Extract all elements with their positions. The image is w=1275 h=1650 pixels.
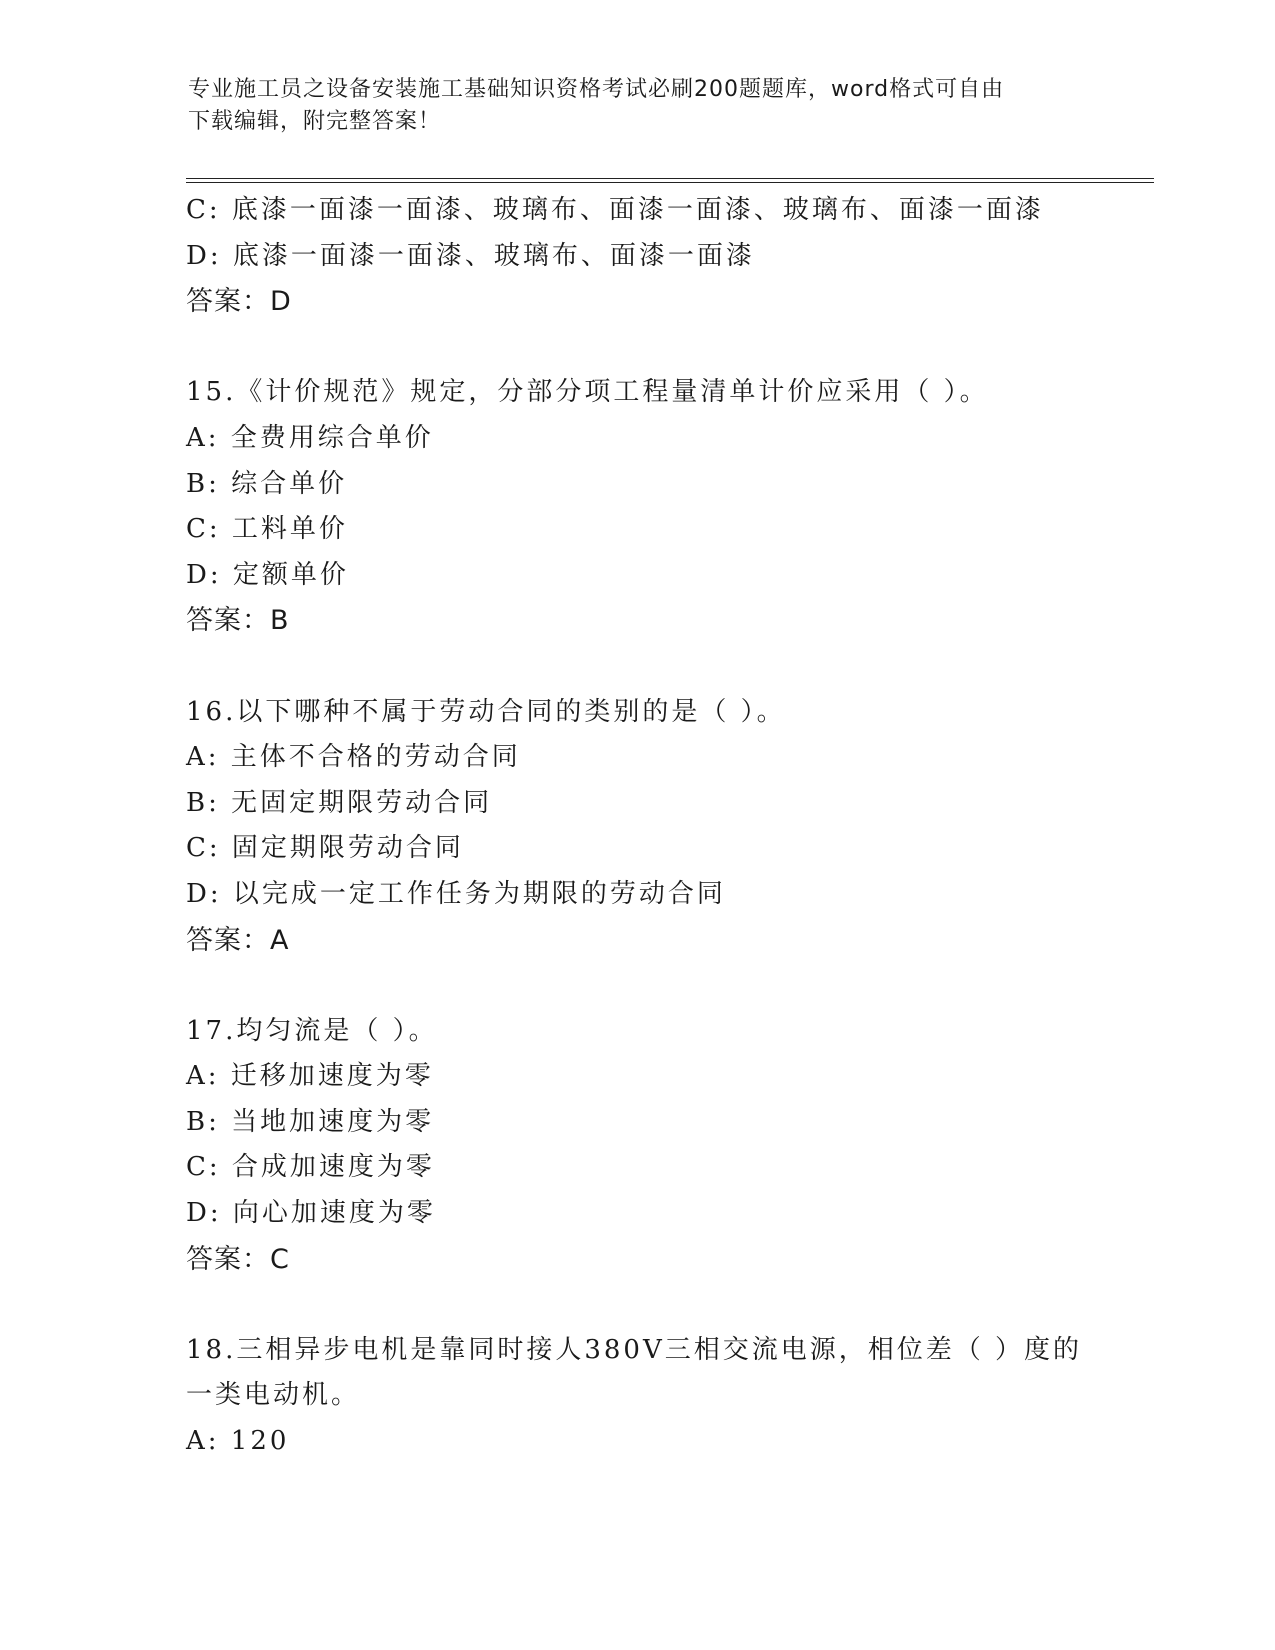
header-line-1: 专业施工员之设备安装施工基础知识资格考试必刷200题题库，word格式可自由 bbox=[188, 77, 1005, 102]
question-stem: 17.均匀流是（ ）。 bbox=[186, 1015, 438, 1046]
option-b: B: 综合单价 bbox=[186, 468, 348, 499]
spacer bbox=[186, 1282, 1106, 1328]
option-d: D: 底漆一面漆一面漆、玻璃布、面漆一面漆 bbox=[186, 240, 755, 271]
spacer bbox=[186, 963, 1106, 1009]
question-stem-line-2: 一类电动机。 bbox=[186, 1380, 361, 1411]
carryover-question bbox=[186, 188, 1106, 325]
question-list bbox=[186, 188, 1106, 1465]
question-17 bbox=[186, 1009, 1106, 1283]
option-c: C: 固定期限劳动合同 bbox=[186, 833, 464, 864]
answer: 答案：B bbox=[186, 605, 290, 637]
option-b: B: 当地加速度为零 bbox=[186, 1106, 435, 1137]
option-c: C: 工料单价 bbox=[186, 514, 348, 545]
answer: 答案：A bbox=[186, 924, 290, 956]
question-16 bbox=[186, 690, 1106, 964]
option-b: B: 无固定期限劳动合同 bbox=[186, 787, 493, 818]
header-line-2: 下载编辑，附完整答案！ bbox=[188, 109, 442, 134]
option-a: A: 全费用综合单价 bbox=[186, 422, 434, 453]
answer: 答案：D bbox=[186, 286, 292, 318]
option-c: C: 合成加速度为零 bbox=[186, 1152, 435, 1183]
header-divider-top bbox=[186, 178, 1154, 179]
option-a: A: 迁移加速度为零 bbox=[186, 1061, 434, 1092]
header-divider-bottom bbox=[186, 182, 1154, 183]
answer: 答案：C bbox=[186, 1243, 290, 1275]
question-stem-line-1: 18.三相异步电机是靠同时接人380V三相交流电源，相位差（ ）度的 bbox=[186, 1334, 1083, 1365]
option-d: D: 定额单价 bbox=[186, 559, 349, 590]
option-a: A: 主体不合格的劳动合同 bbox=[186, 742, 521, 773]
option-a: A: 120 bbox=[186, 1426, 290, 1457]
question-stem: 15.《计价规范》规定，分部分项工程量清单计价应采用（ ）。 bbox=[186, 377, 989, 408]
document-header bbox=[188, 74, 1088, 138]
question-18 bbox=[186, 1328, 1106, 1465]
option-d: D: 向心加速度为零 bbox=[186, 1198, 436, 1229]
question-15 bbox=[186, 370, 1106, 644]
spacer bbox=[186, 325, 1106, 371]
option-d: D: 以完成一定工作任务为期限的劳动合同 bbox=[186, 878, 726, 909]
question-stem: 16.以下哪种不属于劳动合同的类别的是（ ）。 bbox=[186, 696, 786, 727]
spacer bbox=[186, 644, 1106, 690]
option-c: C: 底漆一面漆一面漆、玻璃布、面漆一面漆、玻璃布、面漆一面漆 bbox=[186, 195, 1044, 225]
